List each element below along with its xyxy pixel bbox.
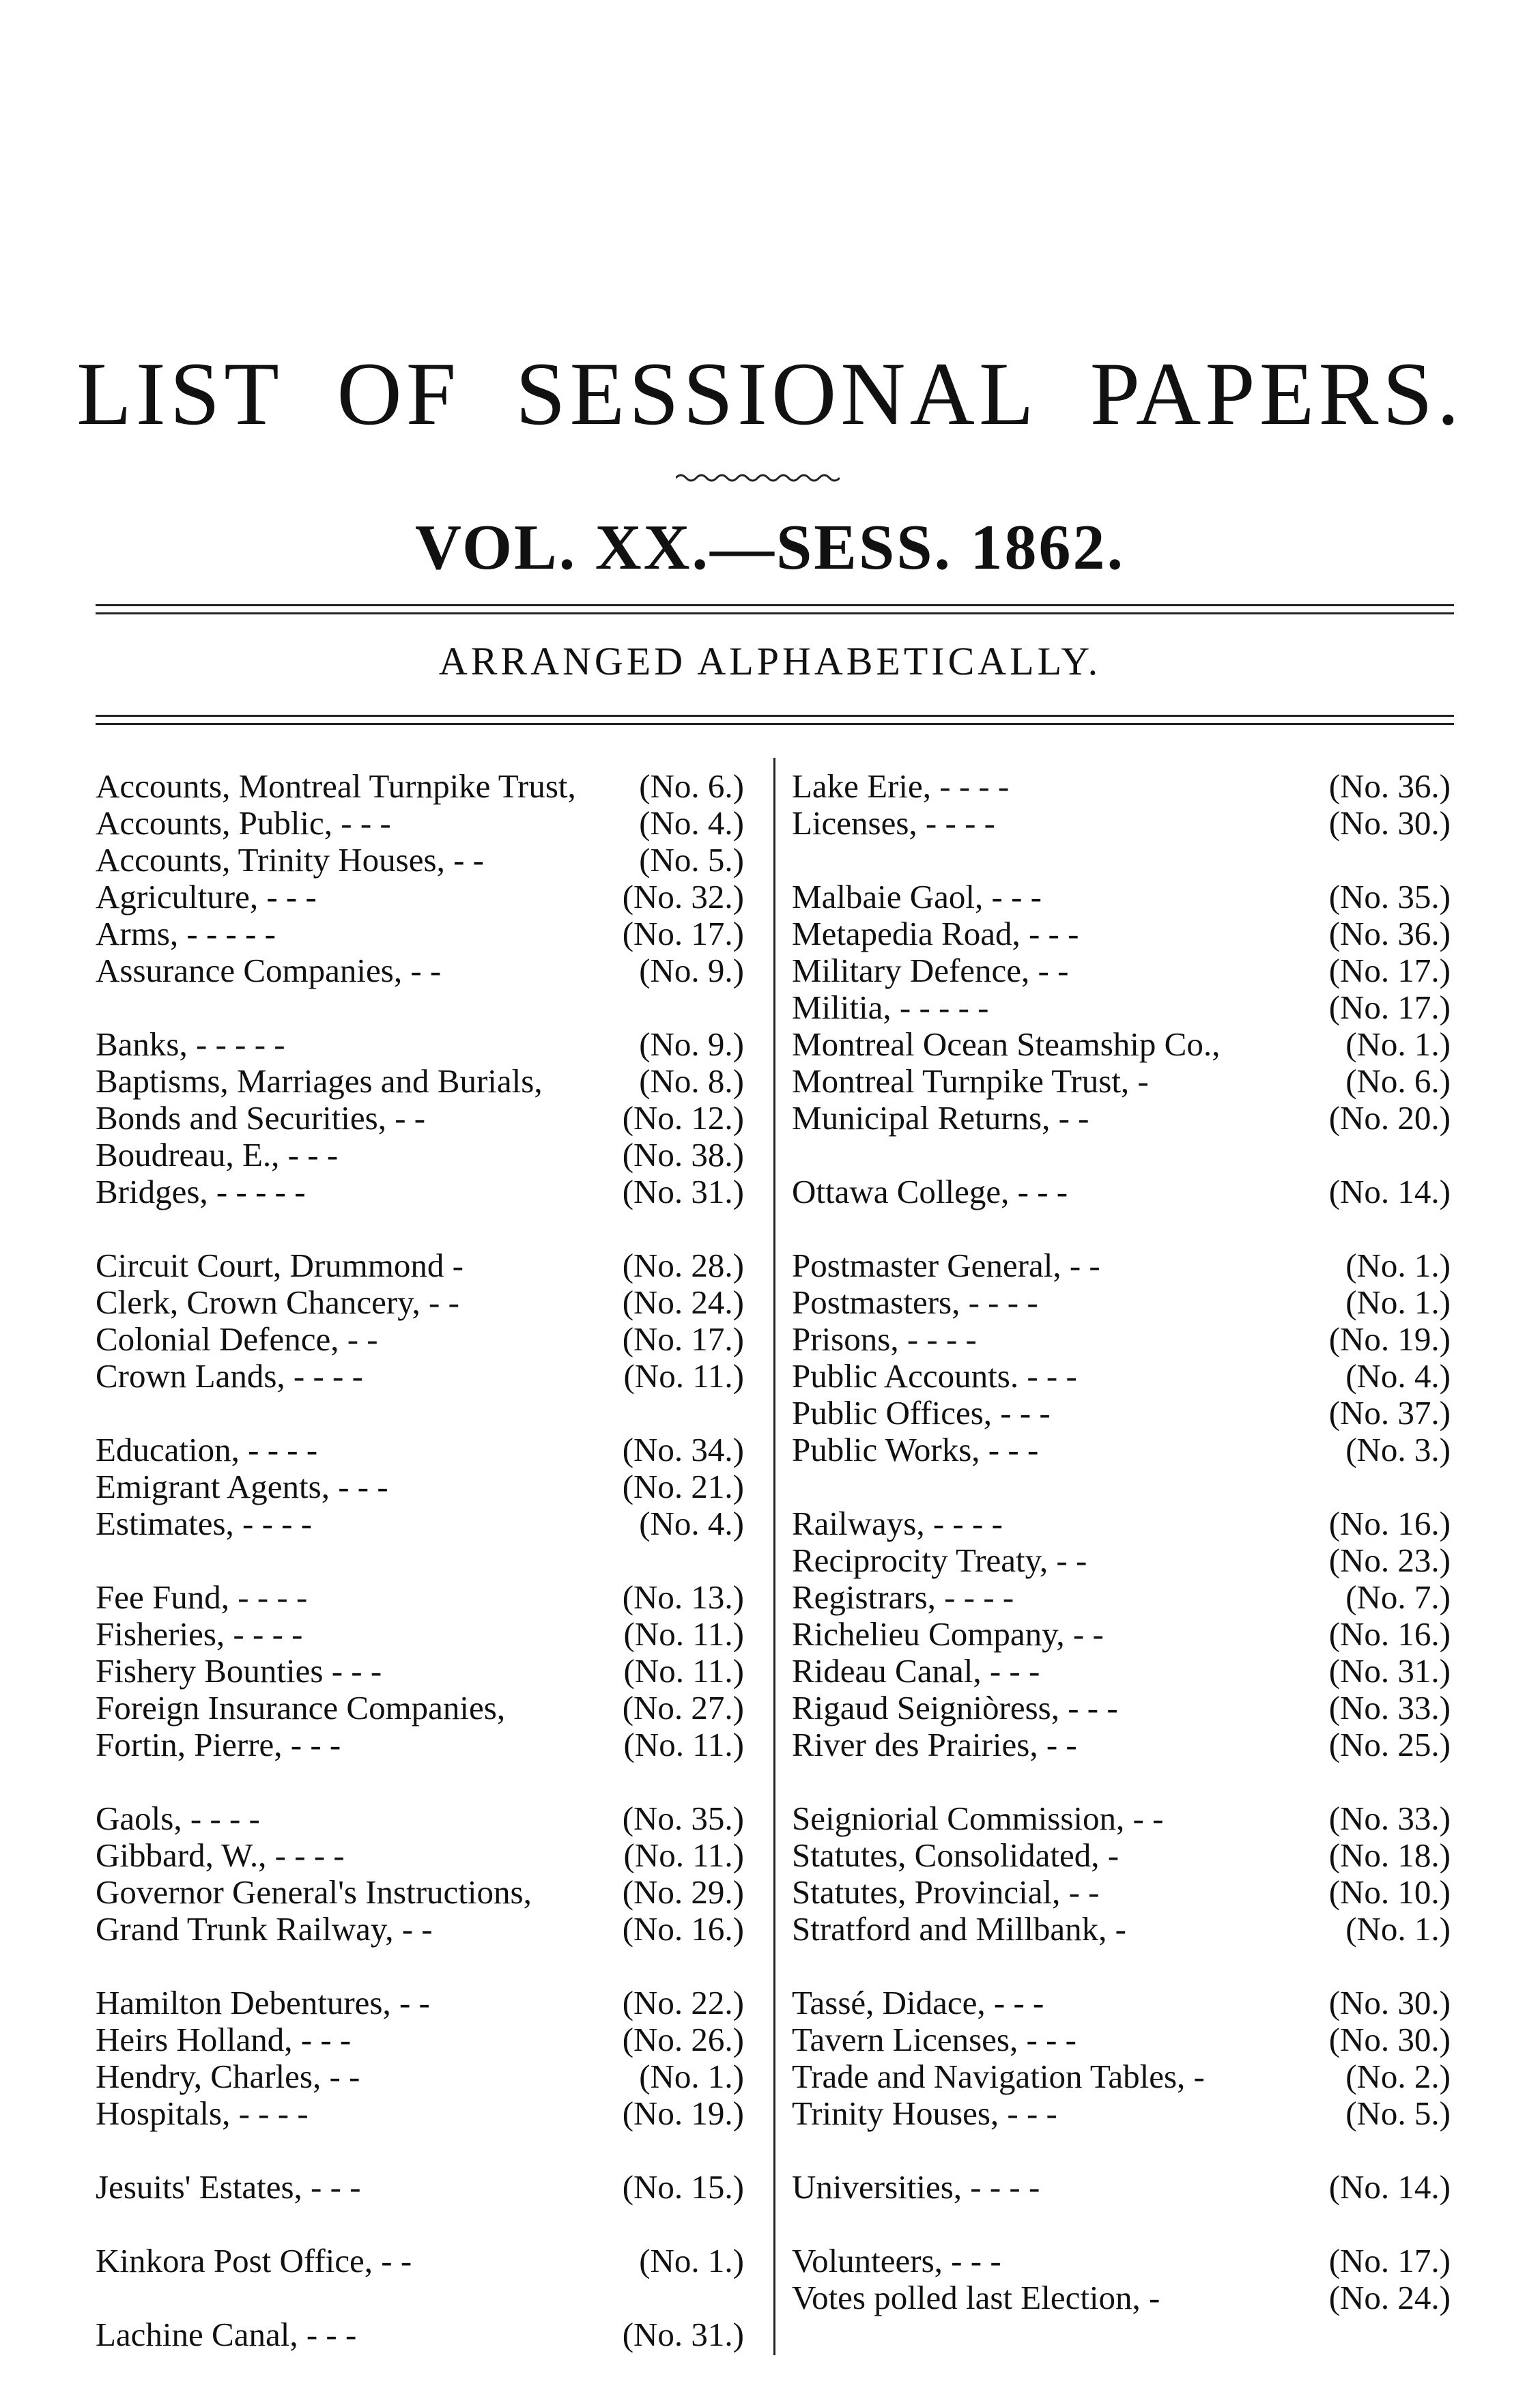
right-column: [792, 768, 1457, 2316]
entry-label: Gaols, - - - -: [96, 1800, 260, 1837]
entry-number: (No. 1.): [1345, 1025, 1451, 1063]
entry-label: Governor General's Instructions,: [96, 1873, 532, 1911]
entry-label: Fisheries, - - - -: [96, 1615, 303, 1653]
entry-number: (No. 8.): [639, 1062, 744, 1100]
list-item: [792, 1616, 1457, 1653]
entry-number: (No. 29.): [622, 1873, 744, 1911]
entry-number: (No. 11.): [623, 1357, 744, 1395]
entry-label: Assurance Companies, - -: [96, 952, 442, 989]
list-item: [792, 1284, 1457, 1321]
volume-subtitle: VOL. XX.—SESS. 1862.: [414, 512, 1126, 583]
rule-bottom: [96, 723, 1454, 725]
entry-label: Bridges, - - - - -: [96, 1173, 306, 1210]
double-rule-top: [96, 604, 1454, 606]
entry-number: (No. 21.): [622, 1468, 744, 1505]
left-column: [96, 768, 751, 2353]
list-item: [792, 768, 1457, 805]
entry-number: (No. 31.): [622, 1173, 744, 1210]
entry-label: Statutes, Provincial, - -: [792, 1873, 1100, 1911]
list-item: [792, 952, 1457, 989]
entry-number: (No. 37.): [1328, 1394, 1451, 1432]
list-item: [96, 952, 751, 989]
entry-number: (No. 32.): [622, 878, 744, 915]
list-item: [96, 1800, 751, 1837]
list-item: [792, 2243, 1457, 2279]
list-item: [96, 1505, 751, 1542]
list-item: [96, 1321, 751, 1358]
entry-number: (No. 19.): [622, 2094, 744, 2132]
entry-label: Ottawa College, - - -: [792, 1173, 1068, 1210]
entry-label: Rigaud Seigniòress, - - -: [792, 1689, 1118, 1727]
entry-label: Tavern Licenses, - - -: [792, 2021, 1076, 2058]
entry-number: (No. 4.): [639, 804, 744, 842]
entry-label: Grand Trunk Railway, - -: [96, 1910, 433, 1948]
entry-number: (No. 12.): [622, 1099, 744, 1137]
entry-label: Emigrant Agents, - - -: [96, 1468, 388, 1505]
entry-label: Circuit Court, Drummond -: [96, 1247, 464, 1284]
entry-label: Votes polled last Election, -: [792, 2279, 1160, 2316]
entry-label: Seigniorial Commission, - -: [792, 1800, 1164, 1837]
entry-number: (No. 11.): [623, 1836, 744, 1874]
entry-label: Public Accounts. - - -: [792, 1357, 1077, 1395]
entry-label: Railways, - - - -: [792, 1505, 1003, 1542]
entry-label: Postmasters, - - - -: [792, 1283, 1038, 1321]
entry-number: (No. 3.): [1345, 1431, 1451, 1468]
entry-number: (No. 19.): [1328, 1320, 1451, 1358]
list-item: [792, 2095, 1457, 2132]
list-item: [96, 2058, 751, 2095]
entry-label: Banks, - - - - -: [96, 1025, 285, 1063]
entry-label: Lake Erie, - - - -: [792, 767, 1010, 805]
list-item: [792, 1579, 1457, 1616]
list-item: [96, 842, 751, 879]
entry-label: Colonial Defence, - -: [96, 1320, 378, 1358]
list-item: [792, 879, 1457, 915]
list-item: [96, 1837, 751, 1874]
entry-label: Military Defence, - -: [792, 952, 1069, 989]
entry-number: (No. 23.): [1328, 1542, 1451, 1579]
entry-number: (No. 30.): [1328, 804, 1451, 842]
entry-number: (No. 2.): [1345, 2058, 1451, 2095]
entry-label: Jesuits' Estates, - - -: [96, 2168, 361, 2206]
entry-label: Baptisms, Marriages and Burials,: [96, 1062, 543, 1100]
page-title: LIST OF SESSIONAL PAPERS.: [76, 343, 1464, 444]
entry-label: Fee Fund, - - - -: [96, 1578, 308, 1616]
entry-number: (No. 33.): [1328, 1800, 1451, 1837]
entry-label: Foreign Insurance Companies,: [96, 1689, 506, 1727]
entry-label: Richelieu Company, - -: [792, 1615, 1104, 1653]
list-item: [96, 915, 751, 952]
entry-number: (No. 17.): [1328, 989, 1451, 1026]
entry-label: Municipal Returns, - -: [792, 1099, 1089, 1137]
entry-number: (No. 34.): [622, 1431, 744, 1468]
entry-label: Trade and Navigation Tables, -: [792, 2058, 1205, 2095]
list-item: [96, 1653, 751, 1690]
entry-label: Clerk, Crown Chancery, - -: [96, 1283, 459, 1321]
entry-number: (No. 4.): [1345, 1357, 1451, 1395]
list-item: [96, 1985, 751, 2021]
entry-number: (No. 6.): [639, 767, 744, 805]
list-item: [792, 2169, 1457, 2206]
list-item: [792, 1395, 1457, 1432]
list-item: [792, 1358, 1457, 1395]
entry-label: Universities, - - - -: [792, 2168, 1040, 2206]
list-item: [96, 768, 751, 805]
list-item: [792, 1505, 1457, 1542]
list-item: [96, 2169, 751, 2206]
entry-number: (No. 14.): [1328, 1173, 1451, 1210]
entry-number: (No. 35.): [622, 1800, 744, 1837]
list-item: [792, 1800, 1457, 1837]
entry-number: (No. 11.): [623, 1652, 744, 1690]
entry-number: (No. 22.): [622, 1984, 744, 2021]
entry-label: Hendry, Charles, - -: [96, 2058, 360, 2095]
entry-label: Arms, - - - - -: [96, 915, 276, 952]
entry-number: (No. 24.): [622, 1283, 744, 1321]
entry-number: (No. 33.): [1328, 1689, 1451, 1727]
entry-number: (No. 20.): [1328, 1099, 1451, 1137]
entry-number: (No. 1.): [639, 2242, 744, 2279]
entry-label: Lachine Canal, - - -: [96, 2316, 357, 2353]
list-item: [792, 1321, 1457, 1358]
entry-number: (No. 9.): [639, 952, 744, 989]
list-item: [96, 1026, 751, 1063]
entry-label: Volunteers, - - -: [792, 2242, 1001, 2279]
list-item: [96, 1874, 751, 1911]
entry-number: (No. 1.): [639, 2058, 744, 2095]
entry-number: (No. 17.): [1328, 2242, 1451, 2279]
entry-label: Accounts, Montreal Turnpike Trust,: [96, 767, 576, 805]
entry-number: (No. 17.): [1328, 952, 1451, 989]
entry-number: (No. 30.): [1328, 2021, 1451, 2058]
entry-number: (No. 1.): [1345, 1910, 1451, 1948]
list-item: [96, 2095, 751, 2132]
list-item: [96, 1137, 751, 1174]
list-item: [792, 1653, 1457, 1690]
entry-label: Heirs Holland, - - -: [96, 2021, 352, 2058]
list-item: [96, 1247, 751, 1284]
entry-label: Hospitals, - - - -: [96, 2094, 309, 2132]
entry-number: (No. 5.): [639, 841, 744, 879]
entry-label: Gibbard, W., - - - -: [96, 1836, 345, 1874]
list-item: [96, 1727, 751, 1763]
entry-label: Montreal Turnpike Trust, -: [792, 1062, 1149, 1100]
entry-label: Public Offices, - - -: [792, 1394, 1051, 1432]
rule-top: [96, 715, 1454, 717]
list-item: [96, 2316, 751, 2353]
list-item: [96, 1911, 751, 1948]
entry-label: Stratford and Millbank, -: [792, 1910, 1126, 1948]
entry-label: Boudreau, E., - - -: [96, 1136, 339, 1174]
entry-label: Montreal Ocean Steamship Co.,: [792, 1025, 1221, 1063]
entry-number: (No. 1.): [1345, 1283, 1451, 1321]
entry-number: (No. 30.): [1328, 1984, 1451, 2021]
list-item: [792, 915, 1457, 952]
list-item: [792, 1247, 1457, 1284]
list-item: [792, 1690, 1457, 1727]
entry-number: (No. 26.): [622, 2021, 744, 2058]
list-item: [792, 2021, 1457, 2058]
entry-label: Rideau Canal, - - -: [792, 1652, 1040, 1690]
list-item: [792, 1542, 1457, 1579]
entry-number: (No. 11.): [623, 1726, 744, 1763]
entry-number: (No. 5.): [1345, 2094, 1451, 2132]
list-item: [96, 1468, 751, 1505]
entry-number: (No. 13.): [622, 1578, 744, 1616]
list-item: [96, 805, 751, 842]
entry-number: (No. 16.): [1328, 1615, 1451, 1653]
entry-label: Estimates, - - - -: [96, 1505, 313, 1542]
list-item: [96, 1579, 751, 1616]
entry-number: (No. 25.): [1328, 1726, 1451, 1763]
list-item: [96, 2243, 751, 2279]
entry-label: Statutes, Consolidated, -: [792, 1836, 1120, 1874]
list-item: [96, 1174, 751, 1210]
entry-number: (No. 15.): [622, 2168, 744, 2206]
entry-number: (No. 4.): [639, 1505, 744, 1542]
list-item: [792, 805, 1457, 842]
list-item: [792, 1432, 1457, 1468]
entry-label: Fortin, Pierre, - - -: [96, 1726, 341, 1763]
entry-number: (No. 17.): [622, 1320, 744, 1358]
entry-number: (No. 6.): [1345, 1062, 1451, 1100]
entry-number: (No. 38.): [622, 1136, 744, 1174]
entry-number: (No. 36.): [1328, 915, 1451, 952]
entry-label: Tassé, Didace, - - -: [792, 1984, 1044, 2021]
list-item: [792, 2058, 1457, 2095]
list-item: [792, 1063, 1457, 1100]
entry-number: (No. 31.): [1328, 1652, 1451, 1690]
entry-number: (No. 1.): [1345, 1247, 1451, 1284]
entry-number: (No. 18.): [1328, 1836, 1451, 1874]
entry-label: Accounts, Trinity Houses, - -: [96, 841, 484, 879]
list-item: [792, 1174, 1457, 1210]
list-item: [96, 879, 751, 915]
entry-label: Hamilton Debentures, - -: [96, 1984, 430, 2021]
entry-number: (No. 14.): [1328, 2168, 1451, 2206]
list-item: [96, 1063, 751, 1100]
entry-label: Public Works, - - -: [792, 1431, 1039, 1468]
entry-label: Trinity Houses, - - -: [792, 2094, 1057, 2132]
list-item: [792, 989, 1457, 1026]
entry-label: Prisons, - - - -: [792, 1320, 977, 1358]
list-item: [792, 1837, 1457, 1874]
entry-label: Accounts, Public, - - -: [96, 804, 391, 842]
list-item: [792, 2279, 1457, 2316]
list-item: [96, 1100, 751, 1137]
entry-label: Licenses, - - - -: [792, 804, 995, 842]
entry-label: Metapedia Road, - - -: [792, 915, 1079, 952]
entry-label: Malbaie Gaol, - - -: [792, 878, 1042, 915]
list-item: [792, 1727, 1457, 1763]
list-item: [792, 1026, 1457, 1063]
entry-number: (No. 36.): [1328, 767, 1451, 805]
entry-number: (No. 17.): [622, 915, 744, 952]
entry-label: River des Prairies, - -: [792, 1726, 1077, 1763]
entry-number: (No. 10.): [1328, 1873, 1451, 1911]
list-item: [96, 1358, 751, 1395]
list-item: [96, 1284, 751, 1321]
entry-label: Militia, - - - - -: [792, 989, 989, 1026]
entry-label: Registrars, - - - -: [792, 1578, 1014, 1616]
entry-number: (No. 24.): [1328, 2279, 1451, 2316]
list-item: [792, 1985, 1457, 2021]
entry-number: (No. 31.): [622, 2316, 744, 2353]
column-divider: [773, 758, 775, 2355]
list-item: [96, 1432, 751, 1468]
list-item: [792, 1100, 1457, 1137]
entry-label: Agriculture, - - -: [96, 878, 317, 915]
entry-label: Bonds and Securities, - -: [96, 1099, 426, 1137]
list-item: [96, 2021, 751, 2058]
entry-number: (No. 35.): [1328, 878, 1451, 915]
entry-number: (No. 9.): [639, 1025, 744, 1063]
list-item: [792, 1874, 1457, 1911]
entry-number: (No. 16.): [1328, 1505, 1451, 1542]
entry-label: Fishery Bounties - - -: [96, 1652, 382, 1690]
ornament-squiggle: [676, 471, 840, 485]
entry-label: Kinkora Post Office, - -: [96, 2242, 412, 2279]
double-rule-bottom: [96, 612, 1454, 614]
entry-number: (No. 16.): [622, 1910, 744, 1948]
entry-label: Crown Lands, - - - -: [96, 1357, 363, 1395]
entry-number: (No. 28.): [622, 1247, 744, 1284]
entry-number: (No. 7.): [1345, 1578, 1451, 1616]
entry-number: (No. 27.): [622, 1689, 744, 1727]
list-item: [96, 1616, 751, 1653]
entry-label: Postmaster General, - -: [792, 1247, 1100, 1284]
entry-label: Reciprocity Treaty, - -: [792, 1542, 1087, 1579]
entry-label: Education, - - - -: [96, 1431, 318, 1468]
list-item: [96, 1690, 751, 1727]
entry-number: (No. 11.): [623, 1615, 744, 1653]
list-item: [792, 1911, 1457, 1948]
arranged-heading: ARRANGED ALPHABETICALLY.: [438, 639, 1102, 683]
